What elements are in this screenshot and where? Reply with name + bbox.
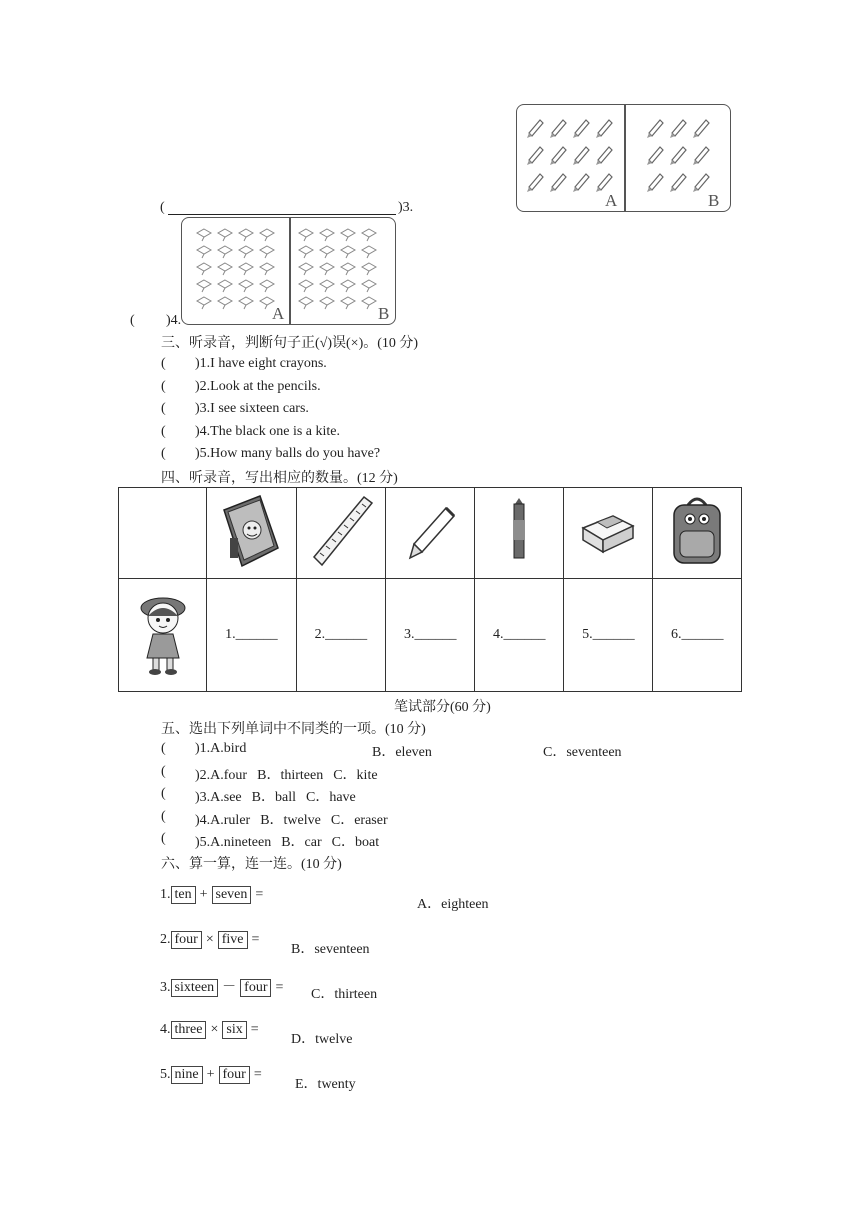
item3-paren-open[interactable]: ( (160, 200, 165, 215)
word-box: six (222, 1021, 246, 1039)
option-c: C．kite (333, 767, 378, 783)
item4-number: )4. (166, 313, 182, 328)
item4-paren-open[interactable]: ( (130, 313, 135, 328)
answer-option[interactable]: A．eighteen (417, 897, 489, 912)
pencil-icon (548, 171, 568, 193)
picture-row (119, 488, 742, 579)
equation-number: 1. (160, 887, 171, 902)
option-b: B．thirteen (257, 767, 324, 783)
word-box: ten (171, 886, 196, 904)
answer-option[interactable]: E．twenty (295, 1077, 356, 1092)
section3-heading: 三、听录音，判断句子正(√)误(×)。(10 分) (161, 336, 419, 351)
kite-icon (217, 296, 233, 310)
kite-icon (361, 245, 377, 259)
answer-option[interactable]: B．seventeen (291, 942, 370, 957)
word-box: four (219, 1066, 250, 1084)
word-box: five (218, 931, 248, 949)
pencil-icon (645, 117, 665, 139)
schoolbag-icon (662, 491, 732, 571)
option-a: )2.A.four (195, 767, 248, 783)
pencil-cell (386, 488, 475, 579)
kite-icon (361, 262, 377, 276)
pencil-icon (525, 117, 545, 139)
choice-row (195, 764, 378, 784)
answer-blank-2[interactable]: 2.______ (296, 579, 385, 692)
pencil-group-b (645, 117, 714, 198)
crayon-icon (504, 496, 534, 566)
choice-row (195, 809, 388, 829)
kite-icon (319, 296, 335, 310)
judge-sentence: )5.How many balls do you have? (195, 446, 381, 461)
equation-row (160, 976, 287, 997)
crayon-cell (475, 488, 564, 579)
pencil-icon (668, 144, 688, 166)
empty-cell (119, 488, 207, 579)
eraser-cell (564, 488, 653, 579)
pencil-icon (525, 171, 545, 193)
pencil-icon (525, 144, 545, 166)
kite-icon (196, 296, 212, 310)
girl-cell (119, 579, 207, 692)
pencil-icon (645, 144, 665, 166)
pencil-icon (645, 171, 665, 193)
pencil-icon (691, 171, 711, 193)
option-b: B．ball (251, 790, 296, 805)
answer-paren[interactable]: ( (161, 356, 166, 371)
section5-heading: 五、选出下列单词中不同类的一项。(10 分) (161, 722, 426, 737)
kite-icon (340, 228, 356, 242)
panel-divider (624, 105, 626, 211)
ruler-cell (296, 488, 385, 579)
kite-icon (319, 279, 335, 293)
kite-icon (319, 262, 335, 276)
answer-blank-5[interactable]: 5.______ (564, 579, 653, 692)
ruler-icon (306, 491, 376, 571)
pencil-icon (571, 171, 591, 193)
answer-paren[interactable]: ( (161, 831, 166, 846)
option-a: )4.A.ruler (195, 812, 251, 828)
option-c: C．seventeen (543, 745, 622, 760)
operator: × (210, 1022, 219, 1037)
answer-paren[interactable]: ( (161, 401, 166, 416)
answer-paren[interactable]: ( (161, 763, 166, 779)
kite-icon (238, 279, 254, 293)
kite-icon (340, 262, 356, 276)
operator: + (206, 1067, 215, 1082)
judge-sentence: )3.I see sixteen cars. (195, 401, 309, 416)
choice-row (195, 786, 356, 806)
girl-icon (133, 588, 193, 678)
equals-sign: = (253, 1067, 262, 1082)
option-a: )3.A.see (195, 790, 242, 805)
pencil-icon (594, 117, 614, 139)
answer-paren[interactable]: ( (161, 741, 166, 756)
operator: － (222, 980, 237, 995)
word-box: three (171, 1021, 207, 1039)
kite-icon (298, 262, 314, 276)
operator: × (205, 932, 214, 947)
word-box: nine (171, 1066, 203, 1084)
kite-icon (361, 296, 377, 310)
pencil-group-a (525, 117, 617, 198)
answer-paren[interactable]: ( (161, 423, 166, 439)
kite-icon (319, 245, 335, 259)
kite-icon (196, 262, 212, 276)
equals-sign: = (250, 1022, 259, 1037)
equation-number: 2. (160, 932, 171, 947)
item3-underline (168, 214, 396, 215)
kite-icon (196, 245, 212, 259)
schoolbag-cell (653, 488, 742, 579)
kite-icon (217, 228, 233, 242)
kite-group-b (298, 228, 382, 313)
eraser-icon (577, 506, 639, 556)
kite-icon (259, 228, 275, 242)
kite-icon (298, 228, 314, 242)
equals-sign: = (251, 932, 260, 947)
kite-icon (217, 245, 233, 259)
kite-icon (319, 228, 335, 242)
option-a: )5.A.nineteen (195, 835, 272, 850)
kite-icon (196, 228, 212, 242)
answer-paren[interactable]: ( (161, 786, 166, 801)
pencil-icon (548, 144, 568, 166)
kite-icon (298, 296, 314, 310)
pencil-icon (594, 144, 614, 166)
kite-icon (259, 262, 275, 276)
option-c: C．eraser (330, 812, 388, 828)
kite-icon (298, 245, 314, 259)
kite-icon (340, 279, 356, 293)
kite-icon (238, 245, 254, 259)
book-icon (216, 490, 286, 572)
option-c: C．have (306, 790, 356, 805)
kite-icon (217, 279, 233, 293)
written-part-heading: 笔试部分(60 分) (394, 700, 491, 715)
answer-option[interactable]: C．thirteen (311, 987, 378, 1002)
word-box: sixteen (171, 979, 219, 997)
kite-icon (196, 279, 212, 293)
panel-divider (289, 218, 291, 324)
option-b: B．car (281, 835, 322, 850)
option-b: B．twelve (260, 812, 321, 828)
answer-option[interactable]: D．twelve (291, 1032, 353, 1047)
kite-icon (298, 279, 314, 293)
judge-sentence: )2.Look at the pencils. (195, 378, 321, 394)
option-a: )1.A.bird (195, 741, 247, 756)
equals-sign: = (275, 980, 284, 995)
pencil-icon (594, 171, 614, 193)
option-a-label: A (272, 304, 285, 323)
pencil-icon (548, 117, 568, 139)
word-box: four (171, 931, 202, 949)
equation-row (160, 1021, 263, 1039)
section4-heading: 四、听录音，写出相应的数量。(12 分) (161, 471, 398, 486)
answer-paren[interactable]: ( (161, 808, 166, 824)
answer-paren[interactable]: ( (161, 378, 166, 394)
option-c: C．boat (331, 835, 380, 850)
pencil-icon (691, 144, 711, 166)
pencil-icon (571, 144, 591, 166)
equation-row (160, 931, 263, 949)
pencil-icon (668, 171, 688, 193)
item3-picture-panel (516, 104, 731, 212)
kite-icon (217, 262, 233, 276)
pencil-icon (691, 117, 711, 139)
answer-row (119, 579, 742, 692)
answer-blank-3[interactable]: 3.______ (386, 579, 475, 692)
item4-picture-panel (181, 217, 396, 325)
word-box: seven (212, 886, 252, 904)
kite-icon (238, 296, 254, 310)
equation-number: 5. (160, 1067, 171, 1082)
section6-heading: 六、算一算，连一连。(10 分) (161, 857, 342, 872)
kite-icon (259, 279, 275, 293)
equation-row (160, 1066, 266, 1084)
answer-blank-1[interactable]: 1.______ (207, 579, 296, 692)
option-a-label: A (605, 191, 618, 210)
kite-icon (259, 245, 275, 259)
kite-group-a (196, 228, 280, 313)
judge-sentence: )4.The black one is a kite. (195, 423, 341, 439)
kite-icon (340, 245, 356, 259)
pencil-icon (668, 117, 688, 139)
kite-icon (361, 228, 377, 242)
option-b: B．eleven (372, 745, 432, 760)
equation-number: 4. (160, 1022, 171, 1037)
choice-row (195, 831, 379, 851)
answer-paren[interactable]: ( (161, 446, 166, 461)
pencil-icon (400, 496, 460, 566)
equals-sign: = (255, 887, 264, 902)
book-cell (207, 488, 296, 579)
kite-icon (238, 262, 254, 276)
kite-icon (340, 296, 356, 310)
judge-sentence: )1.I have eight crayons. (195, 356, 327, 371)
operator: + (199, 887, 208, 902)
answer-blank-4[interactable]: 4.______ (475, 579, 564, 692)
kite-icon (361, 279, 377, 293)
quantity-table (118, 487, 742, 692)
option-b-label: B (378, 304, 390, 323)
pencil-icon (571, 117, 591, 139)
item3-number: )3. (398, 200, 414, 215)
answer-blank-6[interactable]: 6.______ (653, 579, 742, 692)
word-box: four (240, 979, 271, 997)
kite-icon (238, 228, 254, 242)
option-b-label: B (708, 191, 720, 210)
equation-row (160, 886, 267, 904)
equation-number: 3. (160, 980, 171, 995)
